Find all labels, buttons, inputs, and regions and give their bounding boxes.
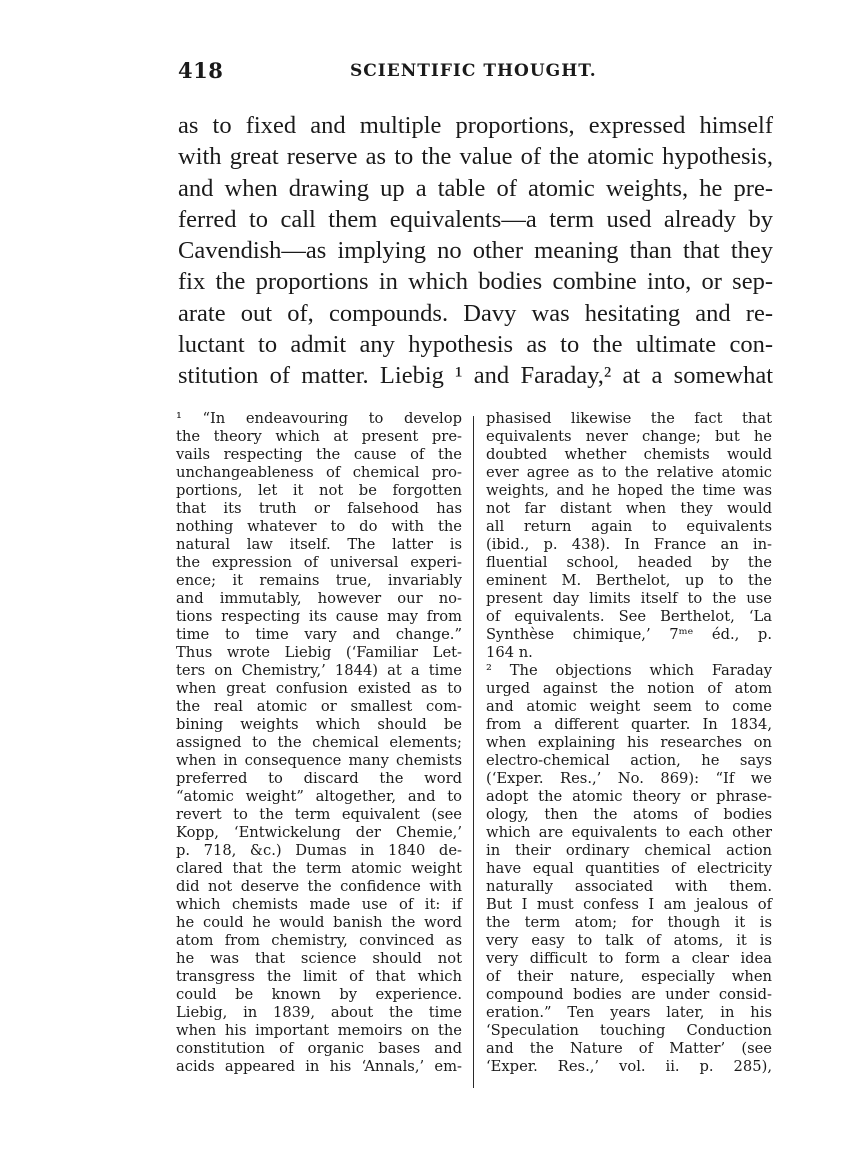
footnote-line: preferred to discard the word [176, 770, 462, 787]
footnote-line: from a different quarter. In 1834, [486, 716, 772, 733]
footnote-line: Kopp, ‘Entwickelung der Chemie,’ [176, 824, 462, 841]
footnotes [176, 410, 774, 1090]
footnote-line: time to time vary and change.” [176, 626, 462, 643]
footnote-column-left [176, 410, 462, 1076]
footnote-line: present day limits itself to the use [486, 590, 772, 607]
footnote-line: Synthèse chimique,’ 7ᵐᵉ éd., p. [486, 626, 772, 643]
body-line: luctant to admit any hypothesis as to the ultimate con- [178, 331, 773, 359]
footnote-line: which are equivalents to each other [486, 824, 772, 841]
footnote-line: he was that science should not [176, 950, 462, 967]
footnote-line: ology, then the atoms of bodies [486, 806, 772, 823]
footnote-line: phasised likewise the fact that [486, 410, 772, 427]
footnote-line: doubted whether chemists would [486, 446, 772, 463]
footnote-line: have equal quantities of electricity [486, 860, 772, 877]
footnote-line: in their ordinary chemical action [486, 842, 772, 859]
body-line: Cavendish—as implying no other meaning than that they [178, 237, 773, 265]
footnote-line: he could he would banish the word [176, 914, 462, 931]
footnote-line: when in consequence many chemists [176, 752, 462, 769]
running-head [178, 58, 773, 88]
footnote-line: not far distant when they would [486, 500, 772, 517]
main-text [178, 110, 773, 392]
footnote-line: and atomic weight seem to come [486, 698, 772, 715]
footnote-line: ‘Exper. Res.,’ vol. ii. p. 285), [486, 1058, 772, 1075]
footnote-line: that its truth or falsehood has [176, 500, 462, 517]
column-divider [473, 416, 474, 1088]
footnote-line: constitution of organic bases and [176, 1040, 462, 1057]
footnote-line: the term atom; for though it is [486, 914, 772, 931]
footnote-line: when his important memoirs on the [176, 1022, 462, 1039]
footnote-line: compound bodies are under consid- [486, 986, 772, 1003]
footnote-line: ² The objections which Faraday [486, 662, 772, 679]
footnote-line: and immutably, however our no- [176, 590, 462, 607]
footnote-line: very difficult to form a clear idea [486, 950, 772, 967]
body-line: arate out of, compounds. Davy was hesitating and re- [178, 299, 773, 327]
page-number: 418 [178, 58, 224, 83]
footnote-line: fluential school, headed by the [486, 554, 772, 571]
body-line: as to fixed and multiple proportions, expressed himself [178, 112, 773, 139]
body-line: and when drawing up a table of atomic weights, he pre- [178, 174, 773, 202]
footnote-line: vails respecting the cause of the [176, 446, 462, 463]
footnote-line: natural law itself. The latter is [176, 536, 462, 553]
footnote-line: Thus wrote Liebig (‘Familiar Let- [176, 644, 462, 661]
body-line: ferred to call them equivalents—a term used already by [178, 205, 773, 233]
footnote-line: when explaining his researches on [486, 734, 772, 751]
footnote-line: when great confusion existed as to [176, 680, 462, 697]
footnote-line: transgress the limit of that which [176, 968, 462, 985]
footnote-line: (ibid., p. 438). In France an in- [486, 536, 772, 553]
footnote-line: ever agree as to the relative atomic [486, 464, 772, 481]
footnote-line: Liebig, in 1839, about the time [176, 1004, 462, 1021]
footnote-line: the theory which at present pre- [176, 428, 462, 445]
footnote-line: ¹ “In endeavouring to develop [176, 410, 462, 427]
footnote-line: very easy to talk of atoms, it is [486, 932, 772, 949]
footnote-column-right [486, 410, 772, 1076]
footnote-line: the expression of universal experi- [176, 554, 462, 571]
footnote-line: unchangeableness of chemical pro- [176, 464, 462, 481]
body-line: with great reserve as to the value of the atomic hypothesis, [178, 143, 773, 171]
footnote-line: “atomic weight” altogether, and to [176, 788, 462, 805]
footnote-line: revert to the term equivalent (see [176, 806, 462, 823]
footnote-line: urged against the notion of atom [486, 680, 772, 697]
footnote-line: eminent M. Berthelot, up to the [486, 572, 772, 589]
footnote-line: 164 n. [486, 644, 533, 661]
footnote-line: But I must confess I am jealous of [486, 896, 772, 913]
footnote-line: could be known by experience. [176, 986, 462, 1003]
footnote-line: ‘Speculation touching Conduction [486, 1022, 772, 1039]
footnote-line: acids appeared in his ‘Annals,’ em- [176, 1058, 462, 1075]
body-line: fix the proportions in which bodies combine into, or sep- [178, 268, 773, 296]
footnote-line: of their nature, especially when [486, 968, 772, 985]
footnote-line: weights, and he hoped the time was [486, 482, 772, 499]
footnote-line: nothing whatever to do with the [176, 518, 462, 535]
footnote-line: naturally associated with them. [486, 878, 772, 895]
footnote-line: and the Nature of Matter’ (see [486, 1040, 772, 1057]
footnote-line: bining weights which should be [176, 716, 462, 733]
footnote-line: did not deserve the confidence with [176, 878, 462, 895]
footnote-line: p. 718, &c.) Dumas in 1840 de- [176, 842, 462, 859]
footnote-line: adopt the atomic theory or phrase- [486, 788, 772, 805]
footnote-line: atom from chemistry, convinced as [176, 932, 462, 949]
footnote-line: eration.” Ten years later, in his [486, 1004, 772, 1021]
footnote-line: electro-chemical action, he says [486, 752, 772, 769]
footnote-line: of equivalents. See Berthelot, ‘La [486, 608, 772, 625]
footnote-line: which chemists made use of it: if [176, 896, 462, 913]
footnote-line: the real atomic or smallest com- [176, 698, 462, 715]
footnote-line: (‘Exper. Res.,’ No. 869): “If we [486, 770, 772, 787]
footnote-line: all return again to equivalents [486, 518, 772, 535]
body-line: stitution of matter. Liebig ¹ and Faraday,² at a somewhat [178, 362, 773, 390]
footnote-line: assigned to the chemical elements; [176, 734, 462, 751]
footnote-line: clared that the term atomic weight [176, 860, 462, 877]
footnote-line: ence; it remains true, invariably [176, 572, 462, 589]
footnote-line: portions, let it not be forgotten [176, 482, 462, 499]
footnote-line: ters on Chemistry,’ 1844) at a time [176, 662, 462, 679]
footnote-line: tions respecting its cause may from [176, 608, 462, 625]
footnote-line: equivalents never change; but he [486, 428, 772, 445]
running-title: SCIENTIFIC THOUGHT. [350, 61, 597, 81]
